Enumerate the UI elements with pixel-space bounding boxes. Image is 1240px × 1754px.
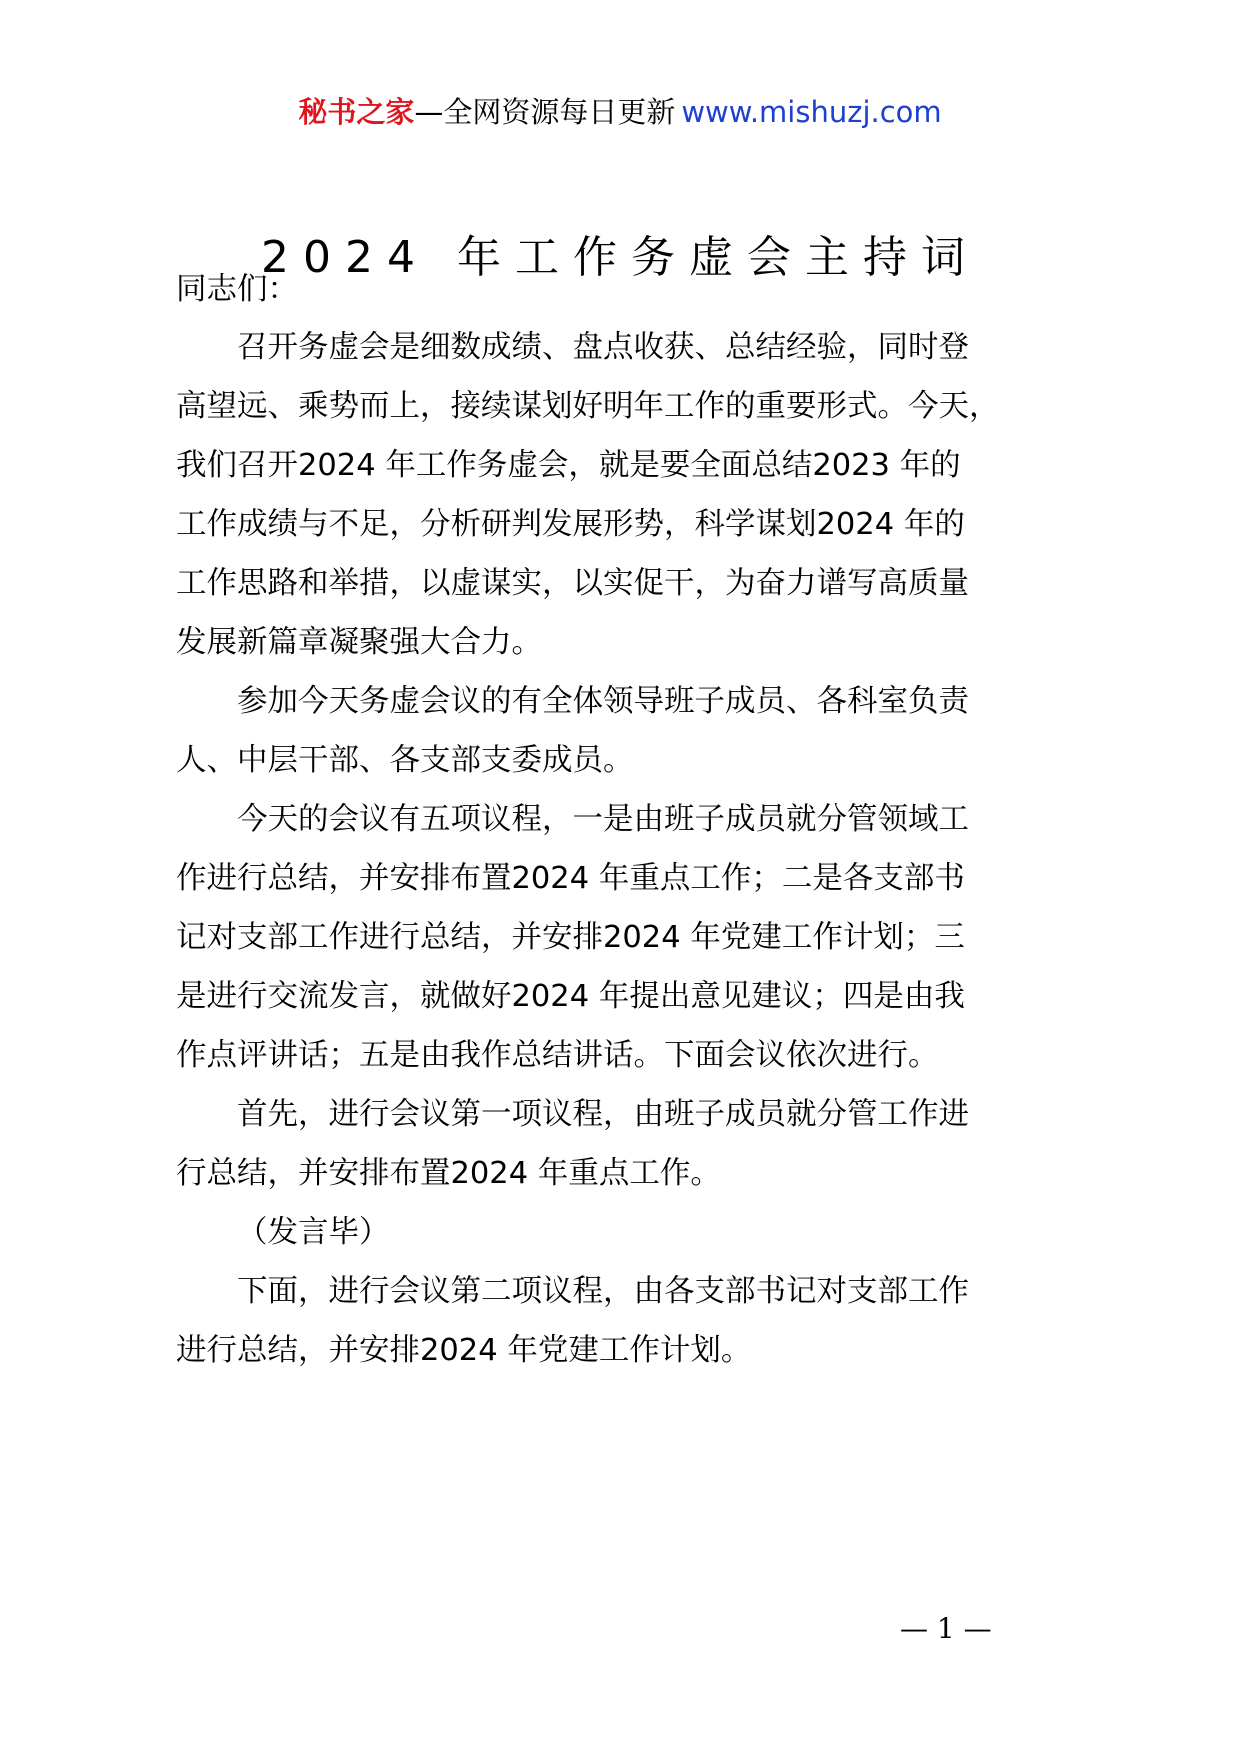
body-line: 工作成绩与不足，分析研判发展形势，科学谋划2024 年的 (176, 507, 965, 542)
body-line: 参加今天务虚会议的有全体领导班子成员、各科室负责 (237, 684, 969, 719)
header-slogan: 全网资源每日更新 (443, 95, 676, 129)
body-line: 高望远、乘势而上，接续谋划好明年工作的重要形式。今天， (176, 389, 1000, 424)
body-line: 我们召开2024 年工作务虚会，就是要全面总结2023 年的 (176, 448, 961, 483)
body-line: 首先，进行会议第一项议程，由班子成员就分管工作进 (237, 1097, 969, 1132)
body-line: 作点评讲话；五是由我作总结讲话。下面会议依次进行。 (176, 1038, 939, 1073)
body-line: 今天的会议有五项议程，一是由班子成员就分管领域工 (237, 802, 969, 837)
body-line: 进行总结，并安排2024 年党建工作计划。 (176, 1333, 752, 1368)
body-line: 召开务虚会是细数成绩、盘点收获、总结经验，同时登 (237, 330, 969, 365)
header-url-link[interactable]: www.mishuzj.com (681, 95, 942, 129)
body-line: 发展新篇章凝聚强大合力。 (176, 625, 542, 660)
body-line: 下面，进行会议第二项议程，由各支部书记对支部工作 (237, 1274, 969, 1309)
body-line: 人、中层干部、各支部支委成员。 (176, 743, 634, 778)
body-line: （发言毕） (237, 1215, 390, 1250)
body-line: 作进行总结，并安排布置2024 年重点工作；二是各支部书 (176, 861, 965, 896)
header-dash: — (414, 95, 444, 129)
body-line: 是进行交流发言，就做好2024 年提出意见建议；四是由我 (176, 979, 965, 1014)
body-line: 工作思路和举措，以虚谋实，以实促干，为奋力谱写高质量 (176, 566, 969, 601)
site-header (0, 92, 1240, 132)
page-number: — 1 — (900, 1612, 992, 1645)
body-line: 记对支部工作进行总结，并安排2024 年党建工作计划；三 (176, 920, 965, 955)
salutation-line: 同志们： (176, 272, 298, 307)
brand-name: 秘书之家 (298, 95, 415, 129)
body-line: 行总结，并安排布置2024 年重点工作。 (176, 1156, 721, 1191)
document-title: 2024 年工作务虚会主持词 (261, 232, 979, 283)
